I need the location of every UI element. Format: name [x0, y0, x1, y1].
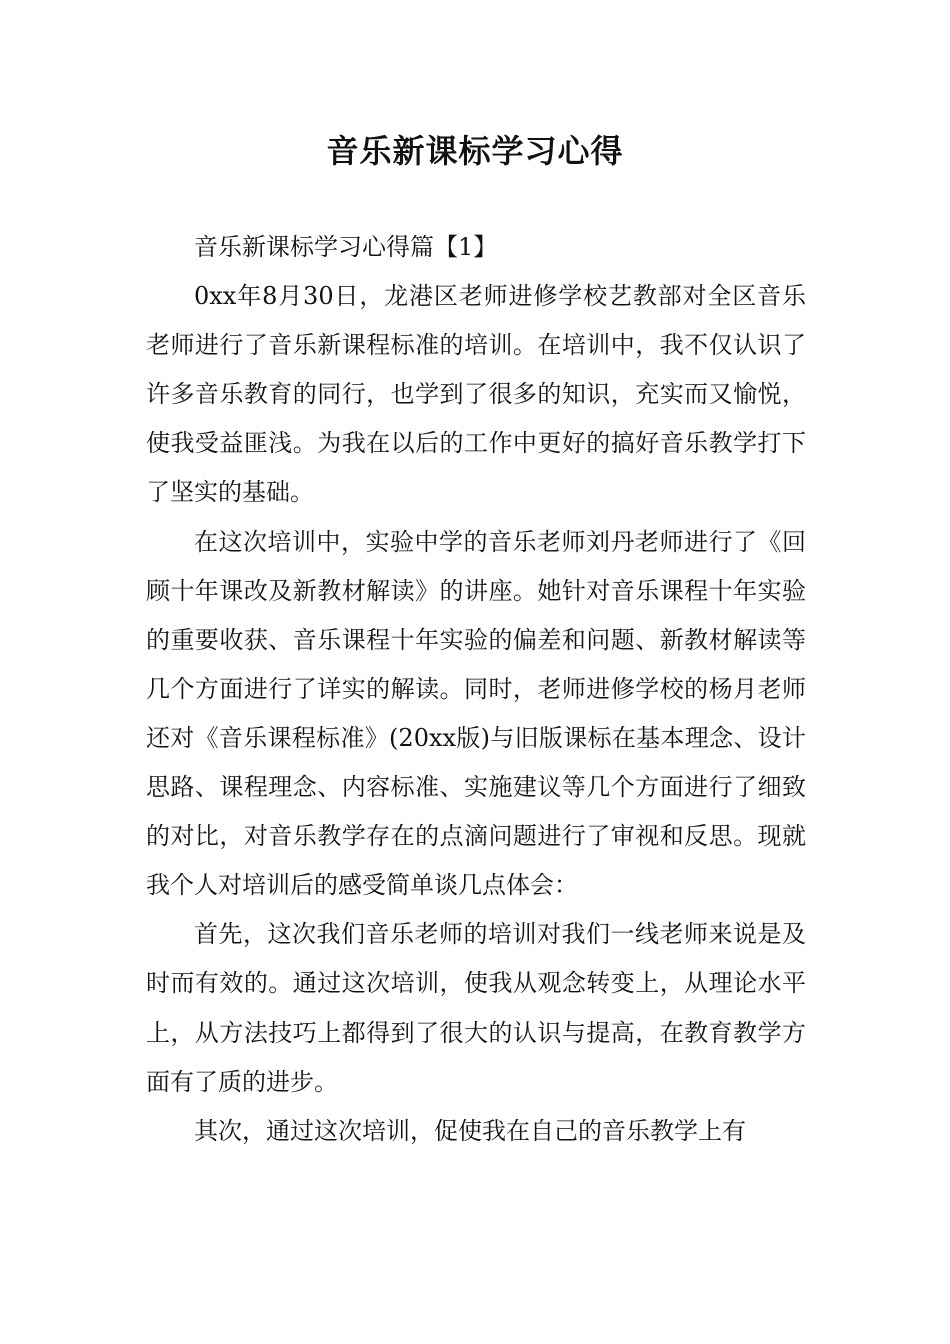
paragraph: 0xx年8月30日，龙港区老师进修学校艺教部对全区音乐老师进行了音乐新课程标准的培训。在培训中，我不仅认识了许多音乐教育的同行，也学到了很多的知识，充实而又愉悦，使我受益匪浅。为我在以后的工作中更好的搞好音乐教学打下了坚实的基础。 — [146, 282, 806, 507]
paragraph: 首先，这次我们音乐老师的培训对我们一线老师来说是及时而有效的。通过这次培训，使我从观念转变上，从理论水平上，从方法技巧上都得到了很大的认识与提高，在教育教学方面有了质的进步。 — [146, 920, 806, 1096]
document-body — [146, 223, 806, 1156]
document-title: 音乐新课标学习心得 — [326, 132, 624, 170]
paragraph: 其次，通过这次培训，促使我在自己的音乐教学上有 — [194, 1116, 746, 1145]
paragraph-subheading: 音乐新课标学习心得篇【1】 — [194, 233, 498, 261]
paragraph: 在这次培训中，实验中学的音乐老师刘丹老师进行了《回顾十年课改及新教材解读》的讲座。她针对音乐课程十年实验的重要收获、音乐课程十年实验的偏差和问题、新教材解读等几个方面进行了详实的解读。同时，老师进修学校的杨月老师还对《音乐课程标准》(20xx版)与旧版课标在基本理念、设计思路、课程理念、内容标准、实施建议等几个方面进行了细致的对比，对音乐教学存在的点滴问题进行了审视和反思。现就我个人对培训后的感受简单谈几点体会： — [146, 527, 806, 900]
